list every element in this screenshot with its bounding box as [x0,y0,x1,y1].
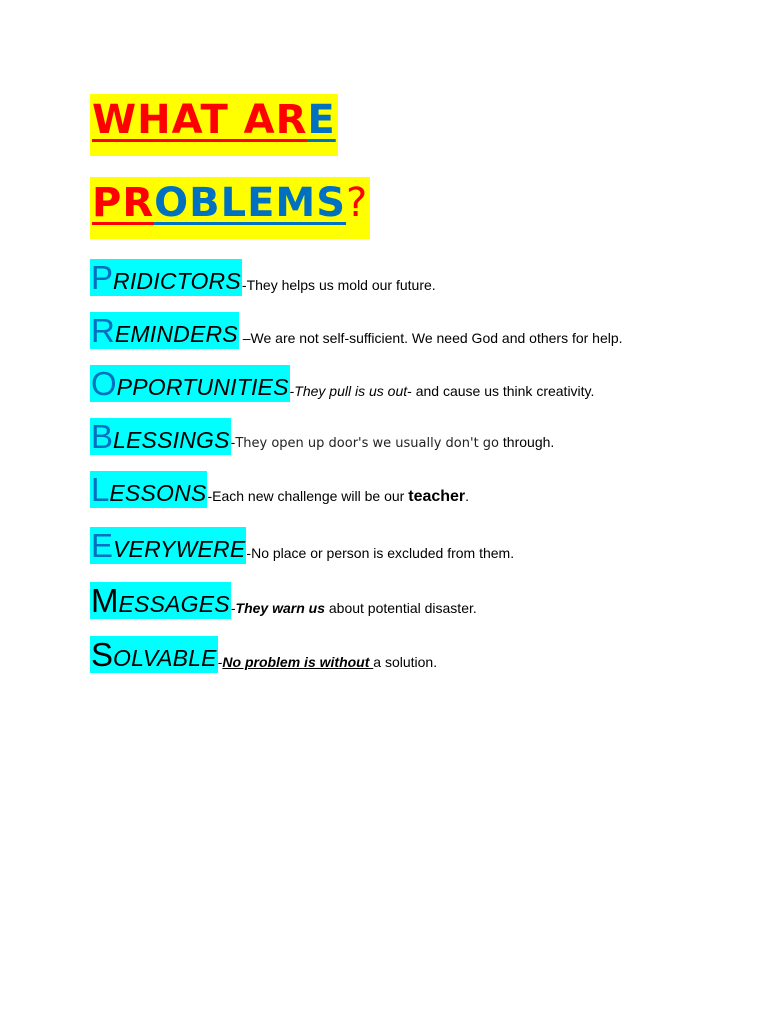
row-description: -They open up door's we usually don't go through. [230,434,555,451]
acronym-letter: M [91,582,119,619]
acronym-word [90,365,290,402]
description-text: They helps us mold our future. [246,277,436,293]
acronym-letter: E [91,527,114,564]
acronym-rest: VERYWERE [113,536,246,562]
row-description: -No problem is without a solution. [217,654,438,670]
acronym-row-p [90,259,436,296]
title-what-are: WHAT AR [92,97,308,143]
description-bold-word: teacher [408,488,466,505]
acronym-letter: S [91,636,114,673]
description-text: We are not self-sufficient. We need God and others for help. [250,330,623,346]
acronym-word [90,418,231,455]
acronym-row-o [90,365,594,402]
title-line-1 [90,94,338,156]
row-description: -Each new challenge will be our teacher. [207,488,470,505]
description-text: They open up door's we usually don't go [235,436,500,451]
row-description: -They helps us mold our future. [241,277,436,293]
row-description: -They warn us about potential disaster. [230,600,477,616]
acronym-rest: EMINDERS [114,321,238,347]
title-pr: PR [92,180,155,226]
acronym-letter: P [91,259,114,296]
acronym-letter: B [91,418,114,455]
description-bold-italic: They warn us [235,600,325,616]
acronym-rest: ESSAGES [118,591,230,617]
row-description: -No place or person is excluded from them. [246,545,515,561]
description-text: Each new challenge will be our [212,488,409,504]
description-italic: They pull is us out [294,383,408,399]
acronym-rest: LESSINGS [113,427,230,453]
acronym-row-r [90,312,623,349]
acronym-word [90,259,242,296]
description-text-end: through. [499,434,555,450]
acronym-word [90,582,231,619]
acronym-row-l [90,471,469,508]
acronym-row-s [90,636,437,673]
title-question-mark: ? [346,180,369,226]
acronym-row-m [90,582,477,619]
title-oblems: OBLEMS [154,180,347,226]
description-text: about potential disaster. [324,600,477,616]
acronym-word [90,636,218,673]
description-bold-italic-underlined: No problem is without [222,654,374,670]
acronym-letter: R [91,312,115,349]
description-text: - and cause us think creativity. [407,383,595,399]
title-e: E [307,97,336,143]
description-text: a solution. [373,654,438,670]
acronym-word [90,527,246,564]
title-line-2 [90,177,370,239]
acronym-rest: PPORTUNITIES [116,374,289,400]
acronym-letter: L [91,471,110,508]
acronym-row-b [90,418,554,455]
row-description: –We are not self-sufficient. We need God and others for help. [238,330,623,346]
acronym-rest: ESSONS [109,480,207,506]
acronym-rest: OLVABLE [113,645,217,671]
acronym-word [90,471,207,508]
description-period: . [465,488,470,504]
acronym-word [90,312,239,349]
row-description: -They pull is us out- and cause us think creativity. [289,383,595,399]
acronym-letter: O [91,365,117,402]
acronym-rest: RIDICTORS [113,268,241,294]
description-text: No place or person is excluded from them. [251,545,515,561]
acronym-row-e [90,527,514,564]
